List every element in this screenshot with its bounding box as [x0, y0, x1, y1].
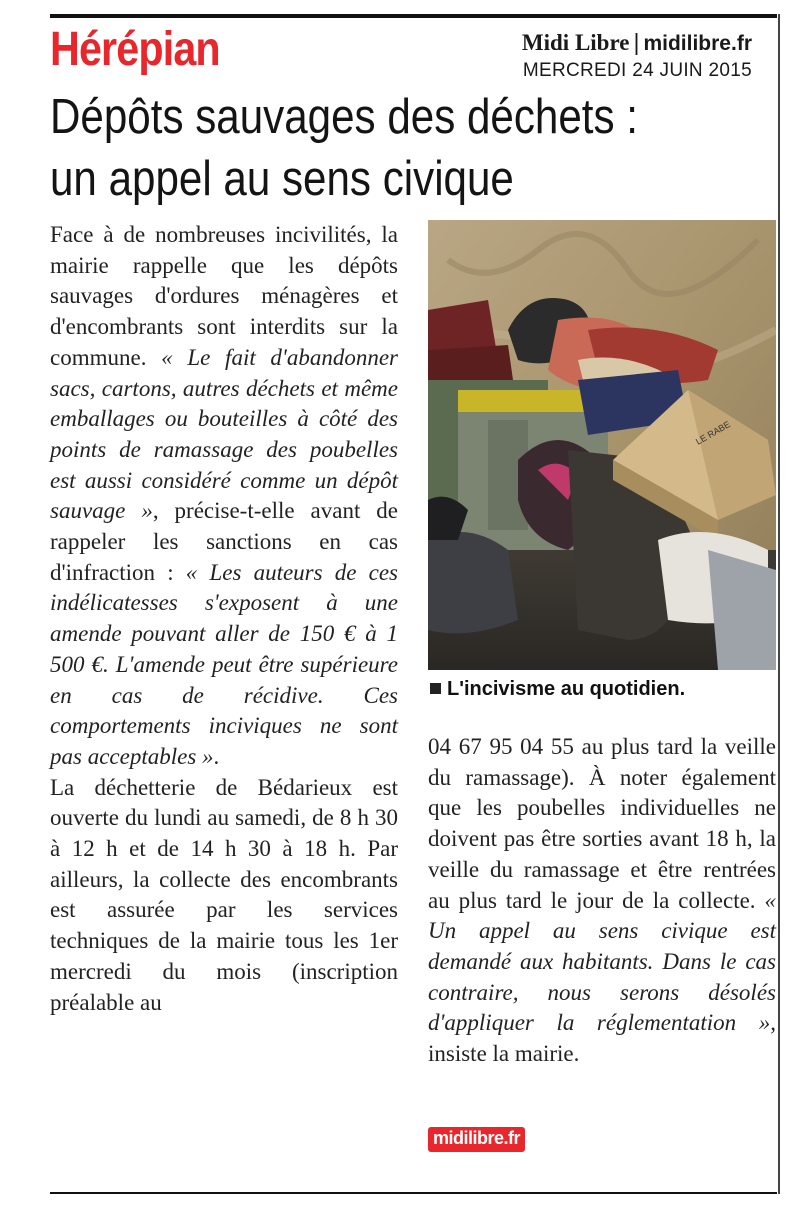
publication-date: MERCREDI 24 JUIN 2015	[522, 60, 752, 81]
article-text: Face à de nombreuses incivilités, la mairie rappelle que les dépôts sauvages d'ordures ménagères et d'encombrants sont interdits sur la commune.	[50, 222, 398, 370]
right-border	[778, 14, 780, 1194]
article-text: , précise-t-elle avant de rappeler les sanctions en cas d'infraction :	[50, 498, 398, 585]
caption-square-icon	[430, 683, 441, 694]
article-quote: « Le fait d'abandonner sacs, cartons, autres déchets et même emballages ou bouteilles à côté des points de ramassage des poubelles est aussi considéré comme un dépôt sauvage »	[50, 344, 399, 524]
masthead-separator: |	[633, 29, 640, 55]
article-paragraph	[428, 732, 776, 1070]
caption-text: L'incivisme au quotidien.	[447, 678, 686, 700]
top-rule	[50, 14, 777, 18]
box-label: LE RABE	[694, 419, 732, 447]
town-name: Hérépian	[50, 23, 220, 76]
article-quote: « Les auteurs de ces indélicatesses s'exposent à une amende pouvant aller de 150 € à 1 500 €. L'amende peut être supérieure en cas de récidive. Ces comportements inciviques ne sont pas acceptables »	[50, 559, 398, 769]
paper-site: midilibre.fr	[643, 32, 752, 55]
trash-pile-illustration	[428, 220, 776, 670]
bottom-rule	[50, 1192, 777, 1194]
article-quote: « Un appel au sens civique est demandé aux habitants. Dans le cas contraire, nous serons désolés d'appliquer la réglementation »	[428, 887, 776, 1036]
masthead-brand	[522, 28, 752, 58]
headline	[50, 86, 652, 210]
headline-line-1: Dépôts sauvages des déchets :	[50, 90, 638, 144]
article-text: .	[213, 743, 220, 769]
midilibre-logo: midilibre.fr	[428, 1127, 525, 1152]
article-photo	[428, 220, 776, 670]
paper-name: Midi Libre	[521, 30, 630, 55]
masthead	[522, 28, 752, 84]
article-paragraph: La déchetterie de Bédarieux est ouverte du lundi au samedi, de 8 h 30 à 12 h et de 14 h 30 à 18 h. Par ailleurs, la collecte des encombrants est assurée par les services techniques de la mairie tous les 1er mercredi du mois (inscription préalable au	[50, 774, 398, 1015]
article-text: 04 67 95 04 55 au plus tard la veille du ramassage). À noter également que les poubelles individuelles ne doivent pas être sorties avant 18 h, la veille du ramassage et être rentrées au plus tard le jour de la collecte.	[428, 734, 776, 913]
headline-line-2: un appel au sens civique	[50, 152, 514, 206]
article-text: , insiste la mairie.	[428, 1010, 776, 1067]
article-paragraph	[50, 220, 398, 773]
photo-caption	[430, 678, 685, 701]
article-column-1	[50, 220, 398, 1018]
article-column-2	[428, 732, 776, 1070]
